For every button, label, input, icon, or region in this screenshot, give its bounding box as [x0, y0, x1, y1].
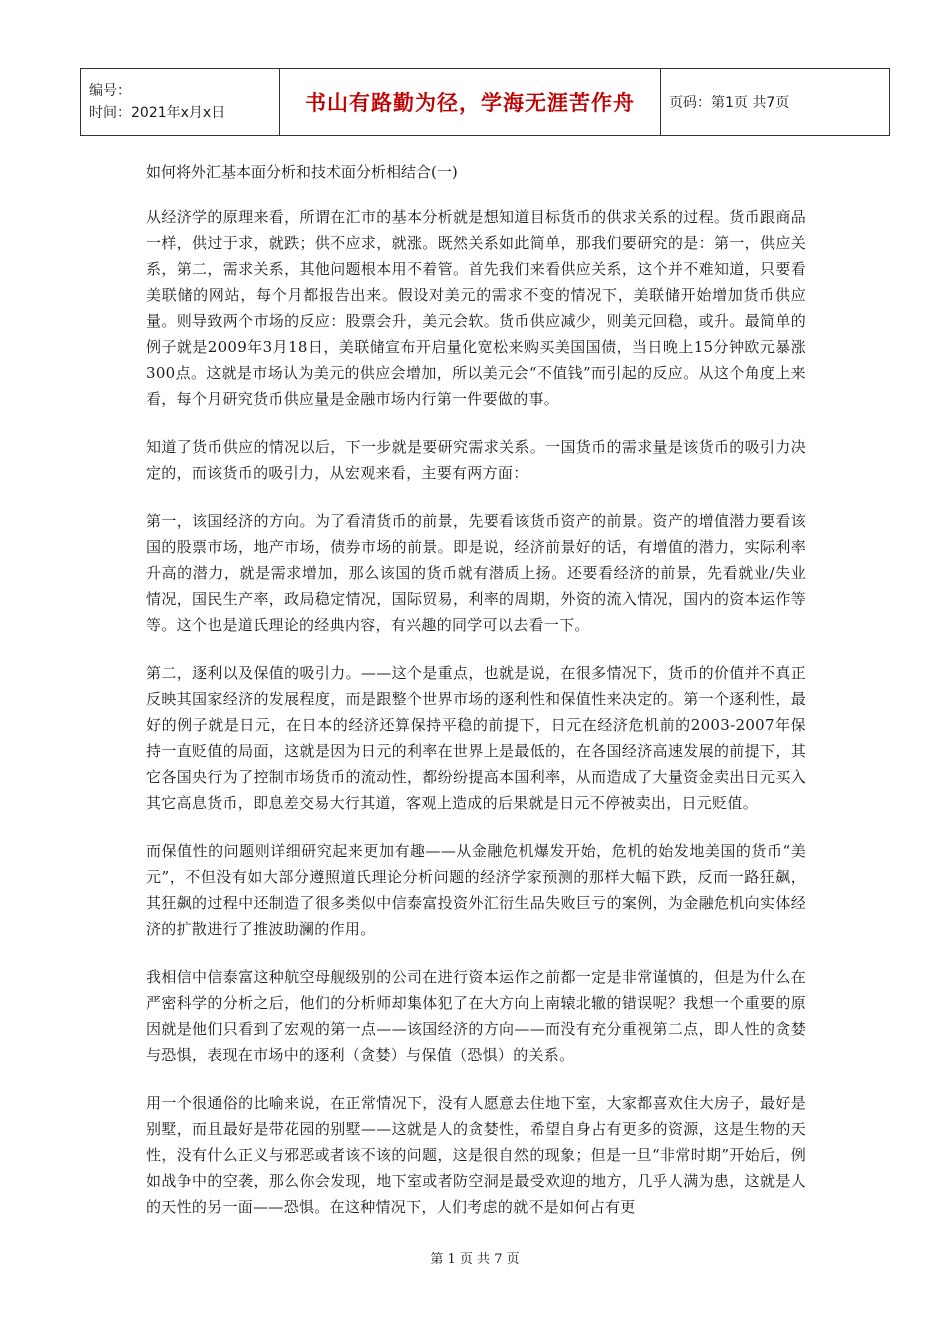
- paragraph-7: 用一个很通俗的比喻来说，在正常情况下，没有人愿意去住地下室，大家都喜欢住大房子，最好是别墅，而且最好是带花园的别墅——这就是人的贪婪性，希望自身占有更多的资源，这是生物的天性，没有什么正义与邪恶或者该不该的问题，这是很自然的现象；但是一旦“非常时期”开始后，例如战争中的空袭，那么你会发现，地下室或者防空洞是最受欢迎的地方，几乎人满为患，这就是人的天性的另一面——恐惧。在这种情况下，人们考虑的就不是如何占有更: [146, 1094, 806, 1216]
- document-body: [146, 204, 806, 1242]
- document-title: 如何将外汇基本面分析和技术面分析相结合(一): [146, 163, 458, 181]
- paragraph-5: 而保值性的问题则详细研究起来更加有趣——从金融危机爆发开始，危机的始发地美国的货币“美元”，不但没有如大部分遵照道氏理论分析问题的经济学家预测的那样大幅下跌，反而一路狂飙，其狂飙的过程中还制造了很多类似中信泰富投资外汇衍生品失败巨亏的案例，为金融危机向实体经济的扩散进行了推波助澜的作用。: [146, 842, 806, 938]
- page-footer: 第 1 页 共 7 页: [430, 1252, 520, 1267]
- paragraph-3: 第一，该国经济的方向。为了看清货币的前景，先要看该货币资产的前景。资产的增值潜力要看该国的股票市场，地产市场，债券市场的前景。即是说，经济前景好的话，有增值的潜力，实际利率升高的潜力，就是需求增加，那么该国的货币就有潜质上扬。还要看经济的前景，先看就业/失业情况，国民生产率，政局稳定情况，国际贸易，利率的周期，外资的流入情况，国内的资本运作等等。这个也是道氏理论的经典内容，有兴趣的同学可以去看一下。: [146, 512, 806, 634]
- paragraph-1: 从经济学的原理来看，所谓在汇市的基本分析就是想知道目标货币的供求关系的过程。货币跟商品一样，供过于求，就跌；供不应求，就涨。既然关系如此简单，那我们要研究的是：第一，供应关系，第二，需求关系，其他问题根本用不着管。首先我们来看供应关系，这个并不难知道，只要看美联储的网站，每个月都报告出来。假设对美元的需求不变的情况下，美联储开始增加货币供应量。则导致两个市场的反应：股票会升，美元会软。货币供应减少，则美元回稳，或升。最简单的例子就是2009年3月18日，美联储宣布开启量化宽松来购买美国国债，当日晚上15分钟欧元暴涨300点。这就是市场认为美元的供应会增加，所以美元会“不值钱”而引起的反应。从这个角度上来看，每个月研究货币供应量是金融市场内行第一件要做的事。: [146, 208, 806, 408]
- paragraph-2: 知道了货币供应的情况以后，下一步就是要研究需求关系。一国货币的需求量是该货币的吸引力决定的，而该货币的吸引力，从宏观来看，主要有两方面：: [146, 438, 806, 482]
- document-header: [80, 68, 890, 136]
- header-page-info: 页码：第1页 共7页: [661, 69, 890, 136]
- paragraph-4: 第二，逐利以及保值的吸引力。——这个是重点，也就是说，在很多情况下，货币的价值并不真正反映其国家经济的发展程度，而是跟整个世界市场的逐利性和保值性来决定的。第一个逐利性，最好的例子就是日元，在日本的经济还算保持平稳的前提下，日元在经济危机前的2003-2007年保持一直贬值的局面，这就是因为日元的利率在世界上是最低的，在各国经济高速发展的前提下，其它各国央行为了控制市场货币的流动性，都纷纷提高本国利率，从而造成了大量资金卖出日元买入其它高息货币，即息差交易大行其道，客观上造成的后果就是日元不停被卖出，日元贬值。: [146, 664, 806, 812]
- date-line: 时间：2021年x月x日: [89, 105, 226, 121]
- header-meta: [81, 69, 280, 136]
- header-motto: 书山有路勤为径，学海无涯苦作舟: [280, 69, 661, 136]
- code-label: 编号：: [89, 83, 131, 99]
- paragraph-6: 我相信中信泰富这种航空母舰级别的公司在进行资本运作之前都一定是非常谨慎的，但是为什么在严密科学的分析之后，他们的分析师却集体犯了在大方向上南辕北辙的错误呢？我想一个重要的原因就是他们只看到了宏观的第一点——该国经济的方向——而没有充分重视第二点，即人性的贪婪与恐惧，表现在市场中的逐利（贪婪）与保值（恐惧）的关系。: [146, 968, 806, 1064]
